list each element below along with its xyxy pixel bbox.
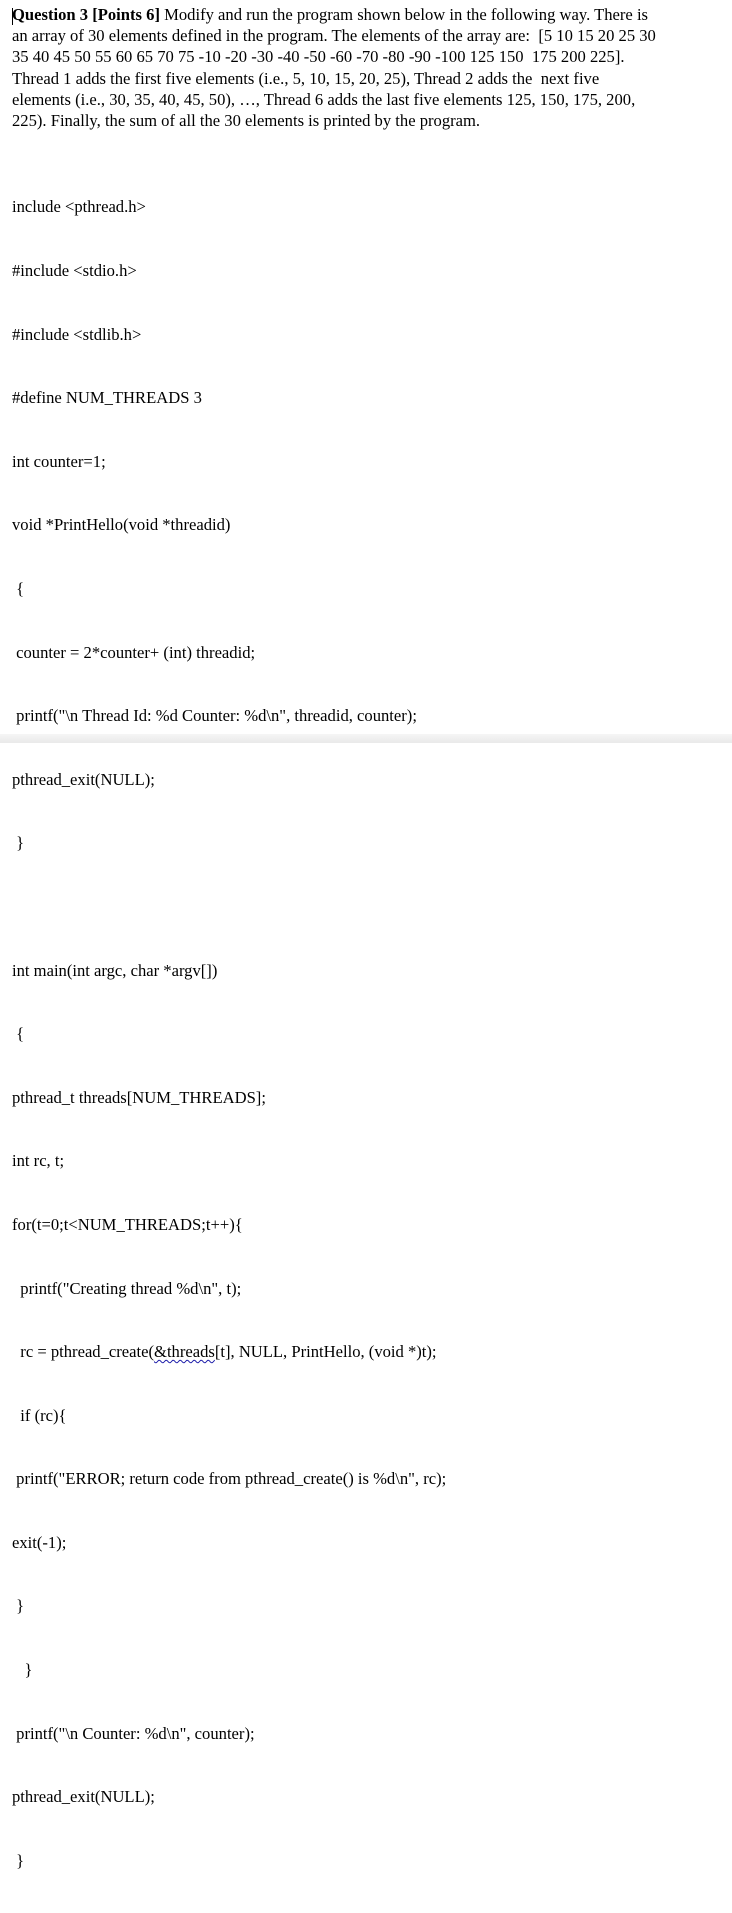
code-line: #include <stdlib.h>: [12, 324, 142, 344]
question-line-6: 225). Finally, the sum of all the 30 elements is printed by the program.: [12, 111, 481, 131]
code-line: }: [12, 833, 25, 853]
code-fragment: [t], NULL, PrintHello, (void *)t);: [214, 1342, 437, 1362]
code-line: }: [12, 1660, 33, 1680]
code-line: {: [12, 578, 25, 598]
code-line: }: [12, 1596, 25, 1616]
code-line: pthread_t threads[NUM_THREADS];: [12, 1087, 266, 1107]
code-line: int main(int argc, char *argv[]): [12, 960, 218, 980]
spellcheck-underlined-word[interactable]: &threads: [154, 1342, 215, 1362]
question-line-4: Thread 1 adds the first five elements (i.e., 5, 10, 15, 20, 25), Thread 2 adds the next five: [12, 68, 600, 88]
page-bottom-edge: [0, 734, 732, 743]
code-line: counter = 2*counter+ (int) threadid;: [12, 642, 256, 662]
code-line: int rc, t;: [12, 1151, 65, 1171]
code-line: printf("Creating thread %d\n", t);: [12, 1278, 242, 1298]
code-line-pthread-create: [12, 1341, 724, 1362]
code-line: int counter=1;: [12, 451, 106, 471]
code-line: for(t=0;t<NUM_THREADS;t++){: [12, 1214, 243, 1234]
question-label: Question 3 [Points 6]: [12, 5, 160, 24]
question-line-2: an array of 30 elements defined in the program. The elements of the array are: [5 10 15 20 25 30: [12, 26, 656, 46]
code-line: {: [12, 1024, 25, 1044]
code-line: }: [12, 1850, 25, 1870]
question-line-3: 35 40 45 50 55 60 65 70 75 -10 -20 -30 -40 -50 -60 -70 -80 -90 -100 125 150 175 200 225].: [12, 47, 625, 67]
code-line: printf("\n Thread Id: %d Counter: %d\n", threadid, counter);: [12, 706, 417, 726]
code-line: pthread_exit(NULL);: [12, 1787, 155, 1807]
question-line-1: Modify and run the program shown below in the following way. There is: [159, 5, 649, 24]
code-line-blank: [12, 896, 724, 917]
code-fragment: rc = pthread_create(: [12, 1342, 155, 1362]
code-line: pthread_exit(NULL);: [12, 769, 155, 789]
code-line: void *PrintHello(void *threadid): [12, 515, 231, 535]
code-listing: [12, 154, 724, 1913]
code-line: printf("ERROR; return code from pthread_create() is %d\n", rc);: [12, 1469, 447, 1489]
code-line: printf("\n Counter: %d\n", counter);: [12, 1723, 255, 1743]
question-line-5: elements (i.e., 30, 35, 40, 45, 50), …, Thread 6 adds the last five elements 125, 150, 175, 200,: [12, 89, 636, 109]
code-line: #define NUM_THREADS 3: [12, 388, 202, 408]
code-line: if (rc){: [12, 1405, 67, 1425]
question-text: [12, 4, 724, 131]
code-line: exit(-1);: [12, 1532, 67, 1552]
code-line: #include <stdio.h>: [12, 261, 137, 280]
code-line: include <pthread.h>: [12, 197, 146, 217]
